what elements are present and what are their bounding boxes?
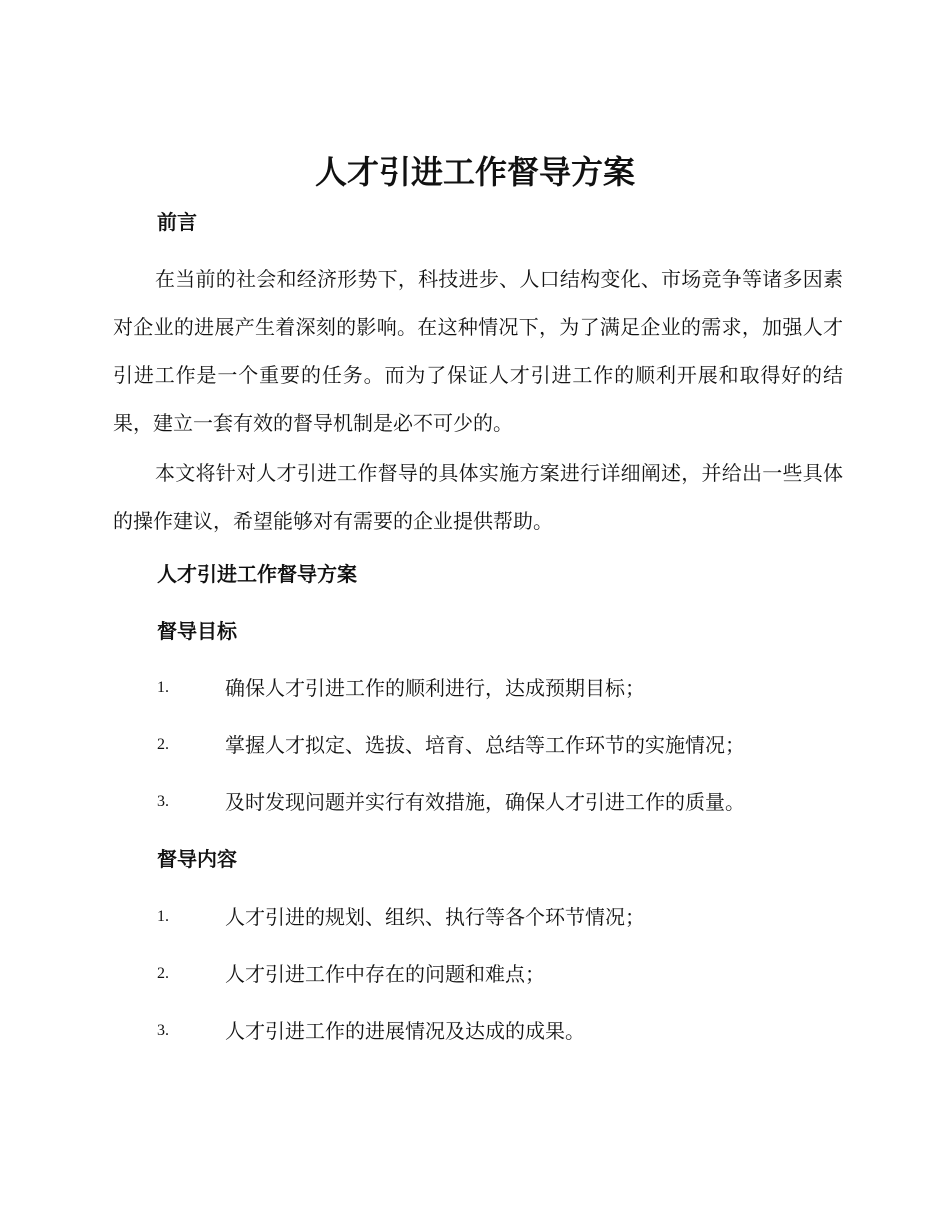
goals-heading: 督导目标: [157, 619, 237, 643]
list-item-text: 掌握人才拟定、选拔、培育、总结等工作环节的实施情况；: [225, 733, 745, 757]
list-number: 1.: [157, 679, 169, 696]
document-title: 人才引进工作督导方案: [314, 153, 635, 191]
preface-paragraph-1: 在当前的社会和经济形势下，科技进步、人口结构变化、市场竞争等诸多因素对企业的进展产生着深刻的影响。在这种情况下，为了满足企业的需求，加强人才引进工作是一个重要的任务。而为了保证人才引进工作的顺利开展和取得好的结果，建立一套有效的督导机制是必不可少的。: [113, 267, 843, 435]
preface-paragraph-2: 本文将针对人才引进工作督导的具体实施方案进行详细阐述，并给出一些具体的操作建议，希望能够对有需要的企业提供帮助。: [113, 461, 843, 533]
list-item-text: 及时发现问题并实行有效措施，确保人才引进工作的质量。: [225, 790, 745, 814]
plan-heading: 人才引进工作督导方案: [157, 562, 357, 586]
list-item-text: 确保人才引进工作的顺利进行，达成预期目标；: [225, 676, 645, 700]
list-item-text: 人才引进的规划、组织、执行等各个环节情况；: [225, 905, 645, 929]
list-item-text: 人才引进工作中存在的问题和难点；: [225, 962, 545, 986]
list-number: 2.: [157, 736, 169, 753]
list-item-text: 人才引进工作的进展情况及达成的成果。: [225, 1019, 585, 1043]
list-number: 2.: [157, 965, 169, 982]
preface-heading: 前言: [157, 210, 197, 234]
list-number: 3.: [157, 1022, 169, 1039]
content-heading: 督导内容: [157, 847, 237, 871]
list-number: 1.: [157, 908, 169, 925]
list-number: 3.: [157, 793, 169, 810]
